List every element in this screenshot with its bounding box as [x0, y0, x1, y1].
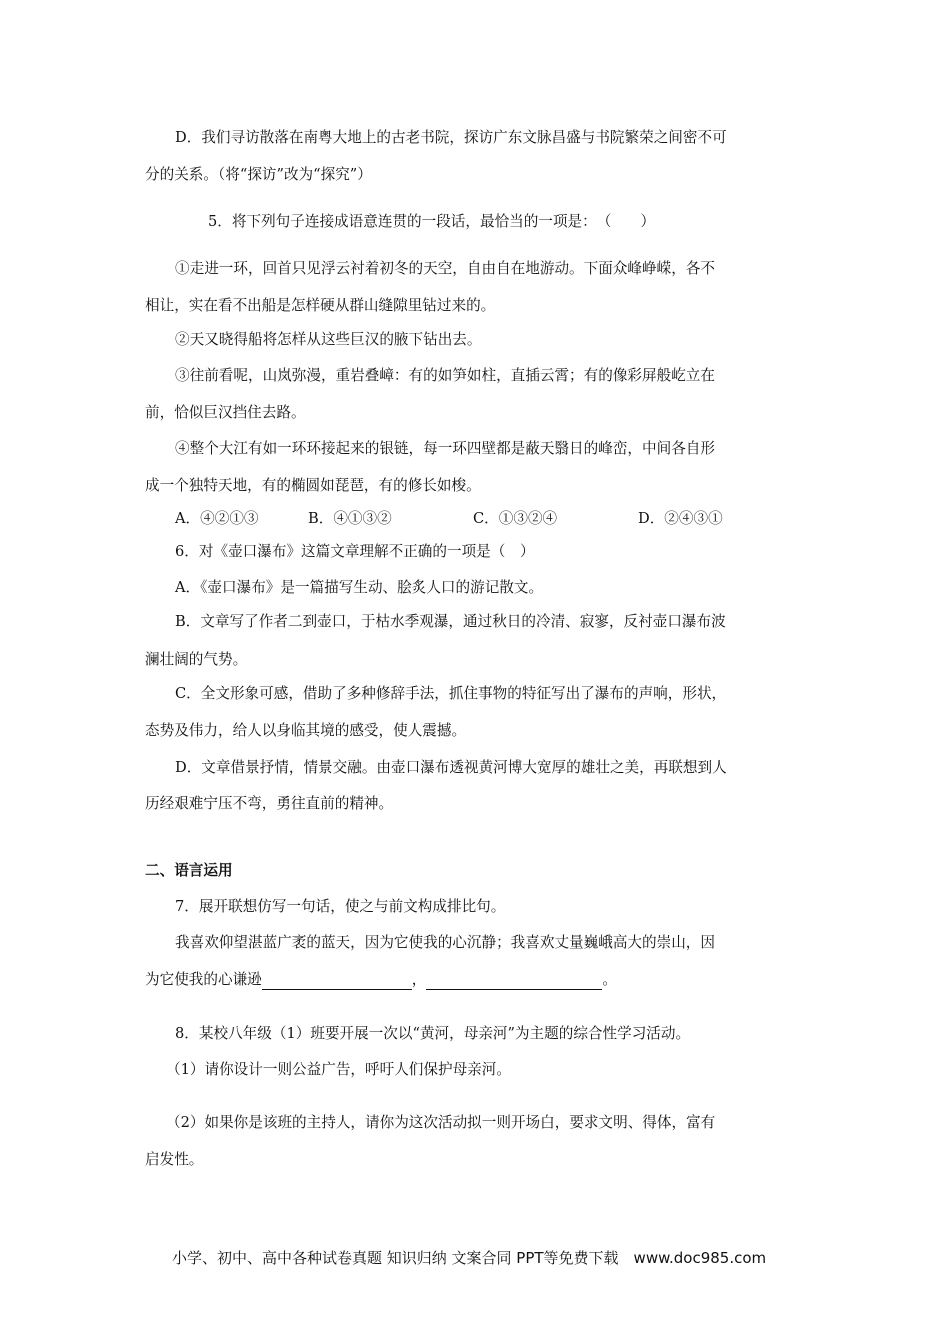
q7-comma: ，	[411, 971, 427, 988]
q6-option-d-line1: D．文章借景抒情，情景交融。由壶口瀑布透视黄河博大宽厚的雄壮之美，再联想到人	[175, 759, 727, 776]
q5-option-b: B．④①③②	[308, 510, 392, 527]
q5-options	[0, 509, 950, 529]
q5-option-d: D．②④③①	[638, 510, 723, 527]
q6-stem: 6．对《壶口瀑布》这篇文章理解不正确的一项是（ ）	[175, 543, 535, 560]
q7-stem: 7．展开联想仿写一句话，使之与前文构成排比句。	[175, 898, 506, 915]
q6-option-a: A．《壶口瀑布》是一篇描写生动、脍炙人口的游记散文。	[175, 579, 544, 596]
q8-part-2-line2: 启发性。	[145, 1151, 204, 1168]
section-heading: 二、语言运用	[145, 862, 233, 879]
q5-sentence-1-line2: 相让，实在看不出船是怎样硬从群山缝隙里钻过来的。	[145, 297, 496, 314]
q5-sentence-2: ②天又晓得船将怎样从这些巨汉的腋下钻出去。	[175, 331, 482, 348]
q4-option-d-line2: 分的关系。（将“探访”改为“探究”）	[145, 166, 372, 183]
q7-period: 。	[602, 971, 617, 988]
q6-option-c-line1: C．全文形象可感，借助了多种修辞手法，抓住事物的特征写出了瀑布的声响，形状，	[175, 685, 727, 702]
q6-option-b-line1: B．文章写了作者二到壶口，于枯水季观瀑，通过秋日的冷清、寂寥，反衬壶口瀑布波	[175, 613, 726, 630]
q6-option-b-line2: 澜壮阔的气势。	[145, 651, 248, 668]
q5-option-a: A．④②①③	[175, 510, 259, 527]
q7-line2	[145, 970, 617, 990]
q6-option-d-line2: 历经艰难宁压不弯，勇往直前的精神。	[145, 795, 394, 812]
q7-line1: 我喜欢仰望湛蓝广袤的蓝天，因为它使我的心沉静；我喜欢丈量巍峨高大的崇山，因	[175, 934, 715, 951]
footer-watermark: 小学、初中、高中各种试卷真题 知识归纳 文案合同 PPT等免费下载 www.doc985.com	[172, 1249, 767, 1267]
q4-option-d-line1: D．我们寻访散落在南粤大地上的古老书院，探访广东文脉昌盛与书院繁荣之间密不可	[175, 129, 727, 146]
q8-stem: 8．某校八年级（1）班要开展一次以“黄河，母亲河”为主题的综合性学习活动。	[175, 1025, 691, 1042]
q6-option-c-line2: 态势及伟力，给人以身临其境的感受，使人震撼。	[145, 722, 467, 739]
q5-sentence-4-line2: 成一个独特天地，有的椭圆如琵琶，有的修长如梭。	[145, 477, 481, 494]
q5-stem: 5．将下列句子连接成语意连贯的一段话，最恰当的一项是： （ ）	[208, 213, 656, 230]
q5-sentence-3-line1: ③往前看呢，山岚弥漫，重岩叠嶂：有的如笋如柱，直插云霄；有的像彩屏般屹立在	[175, 367, 715, 384]
q7-line2-text: 为它使我的心谦逊	[145, 971, 262, 988]
answer-blank-1[interactable]	[262, 973, 412, 990]
q5-sentence-1-line1: ①走进一环，回首只见浮云衬着初冬的天空，自由自在地游动。下面众峰峥嵘，各不	[175, 260, 715, 277]
q5-option-c: C．①③②④	[473, 510, 558, 527]
q8-part-1: （1）请你设计一则公益广告，呼吁人们保护母亲河。	[166, 1061, 511, 1078]
q5-sentence-3-line2: 前，恰似巨汉挡住去路。	[145, 404, 306, 421]
answer-blank-2[interactable]	[426, 973, 602, 990]
q5-sentence-4-line1: ④整个大江有如一环环接起来的银链，每一环四壁都是蔽天翳日的峰峦，中间各自形	[175, 440, 715, 457]
q8-part-2-line1: （2）如果你是该班的主持人，请你为这次活动拟一则开场白，要求文明、得体，富有	[166, 1114, 716, 1131]
